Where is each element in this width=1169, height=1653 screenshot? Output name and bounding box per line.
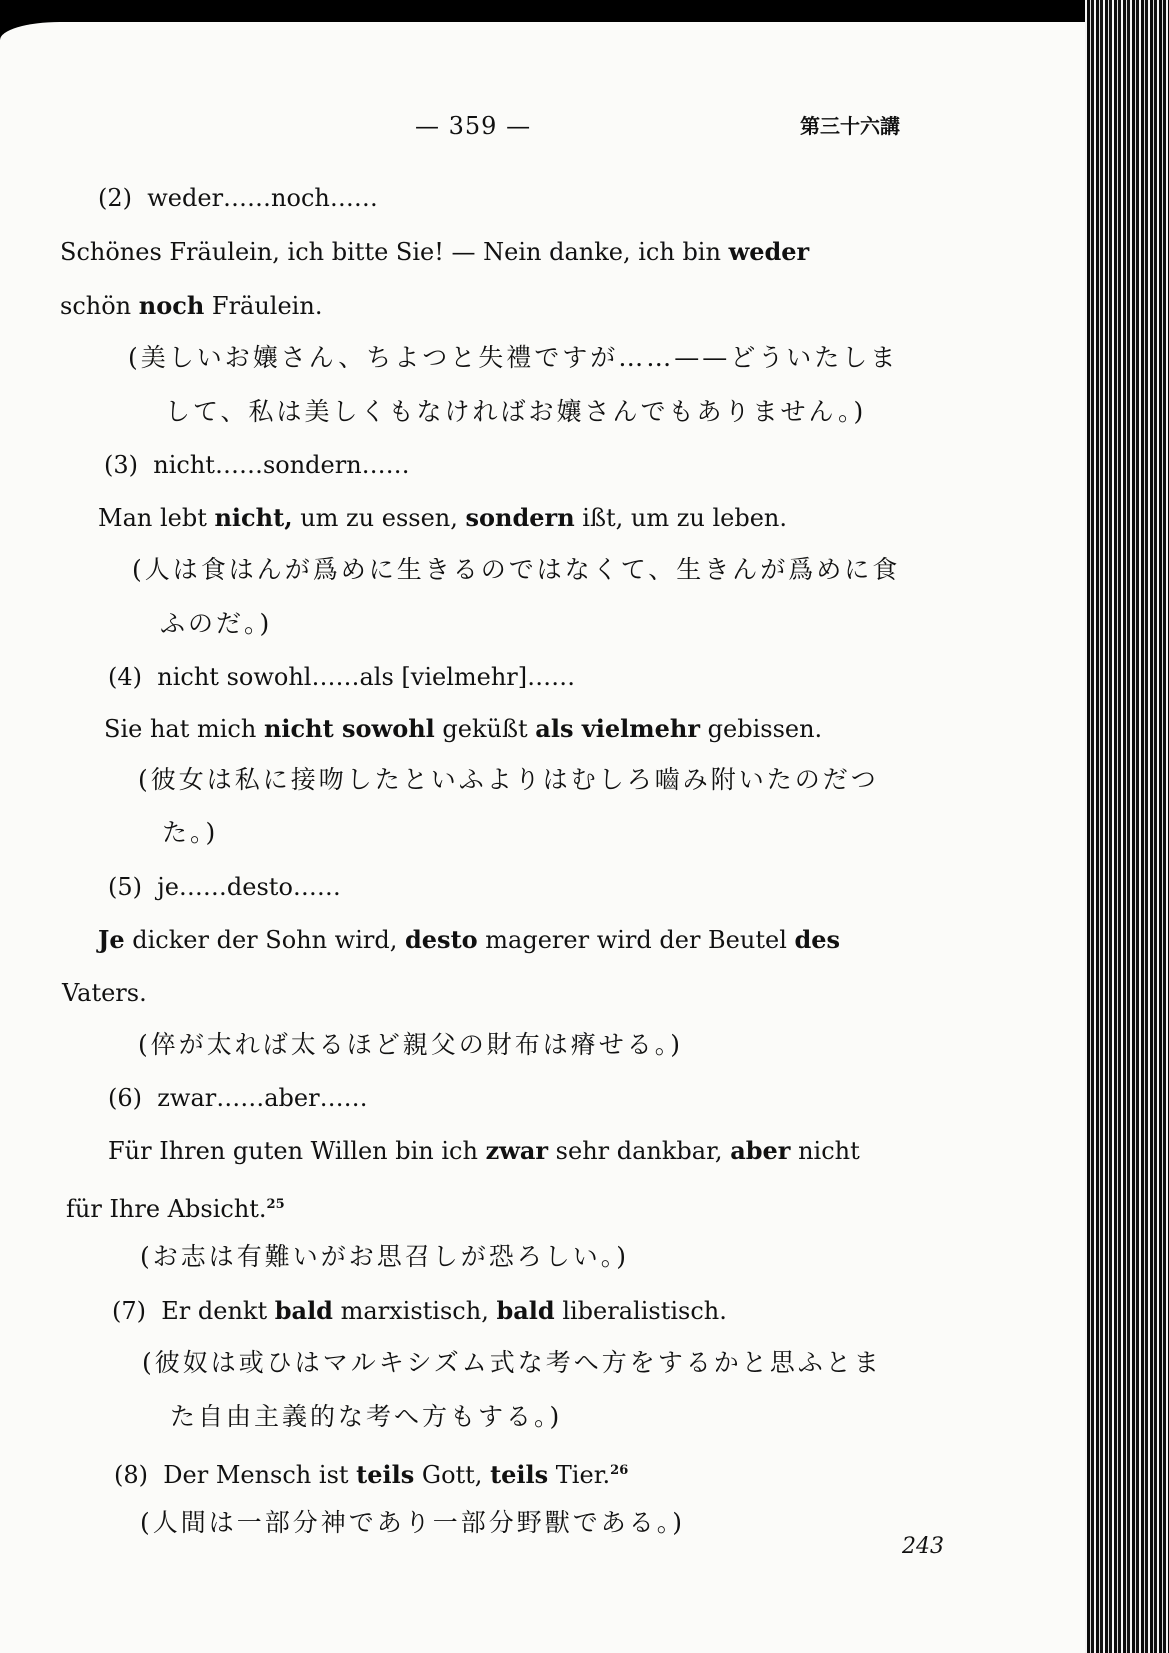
pattern-line [108, 662, 575, 692]
pattern-text: zwar……aber…… [157, 1084, 368, 1112]
pattern-line [98, 183, 378, 213]
keyword: nicht, [214, 503, 293, 532]
german-example [114, 1456, 628, 1490]
folio-number: 243 [902, 1534, 944, 1559]
german-text: Er denkt [161, 1297, 275, 1325]
item-number: (8) [114, 1461, 148, 1489]
japanese-translation: (人は食はんが爲めに生きるのではなくて、生きんが爲めに食 [132, 555, 901, 584]
japanese-translation: して、私は美しくもなければお孃さんでもありません。) [165, 397, 867, 426]
german-example [60, 291, 322, 321]
keyword: als vielmehr [535, 714, 701, 743]
footnote-marker: 25 [266, 1197, 285, 1212]
keyword: noch [138, 291, 205, 320]
keyword: sondern [465, 503, 575, 532]
german-text: Man lebt [98, 504, 215, 532]
german-example [60, 237, 809, 267]
item-number: (5) [108, 873, 142, 901]
item-number: (4) [108, 663, 142, 691]
japanese-translation: た。) [162, 818, 219, 847]
chapter-title: 第三十六講 [800, 114, 900, 138]
german-text: Sie hat mich [104, 715, 264, 743]
german-example [112, 1296, 727, 1326]
german-example [104, 714, 822, 744]
keyword: teils [490, 1460, 549, 1489]
keyword: desto [405, 925, 478, 954]
german-text: Fräulein. [204, 292, 323, 320]
japanese-translation: (彼女は私に接吻したといふよりはむしろ嚙み附いたのだつ [138, 765, 879, 794]
item-number: (2) [98, 184, 132, 212]
german-text: Für Ihren guten Willen bin ich [108, 1137, 486, 1165]
german-example [66, 1190, 285, 1224]
japanese-translation: (人間は一部分神であり一部分野獸である。) [140, 1508, 686, 1537]
german-example: Vaters. [62, 979, 147, 1007]
pattern-text: nicht sowohl……als [vielmehr]…… [157, 663, 576, 691]
keyword: teils [356, 1460, 415, 1489]
german-text: Gott, [414, 1461, 491, 1489]
keyword: aber [730, 1136, 791, 1165]
keyword: bald [496, 1296, 555, 1325]
german-text: geküßt [434, 715, 536, 743]
japanese-translation: (美しいお孃さん、ちよつと失禮ですが……——どういたしま [128, 343, 899, 372]
german-text: schön [60, 292, 139, 320]
german-text: nicht [790, 1137, 860, 1165]
pattern-text: nicht……sondern…… [153, 451, 410, 479]
pattern-text: je……desto…… [157, 873, 341, 901]
japanese-translation: た自由主義的な考へ方もする。) [170, 1402, 563, 1431]
german-text: sehr dankbar, [548, 1137, 731, 1165]
keyword: Je [98, 925, 125, 954]
pattern-line [104, 450, 410, 480]
pattern-line [108, 1083, 368, 1113]
german-text: Tier. [548, 1461, 611, 1489]
keyword: nicht sowohl [263, 714, 435, 743]
page-number-header: — 359 — [415, 112, 532, 140]
german-text: gebissen. [700, 715, 823, 743]
german-example [108, 1136, 860, 1166]
item-number: (6) [108, 1084, 142, 1112]
japanese-translation: (お志は有難いがお思召しが恐ろしい。) [140, 1242, 630, 1271]
german-text: ißt, um zu leben. [574, 504, 787, 532]
japanese-translation: (倅が太れば太るほど親父の財布は瘠せる。) [138, 1030, 684, 1059]
pattern-line [108, 872, 341, 902]
page-edge-stack [1085, 0, 1169, 1653]
german-text: magerer wird der Beutel [477, 926, 795, 954]
keyword: bald [274, 1296, 333, 1325]
keyword: weder [728, 237, 810, 266]
japanese-translation: ふのだ。) [160, 609, 273, 638]
keyword: zwar [485, 1136, 549, 1165]
pattern-text: weder……noch…… [147, 184, 378, 212]
german-text: liberalistisch. [554, 1297, 727, 1325]
german-text: Der Mensch ist [163, 1461, 357, 1489]
german-example [98, 925, 840, 955]
item-number: (7) [112, 1297, 146, 1325]
item-number: (3) [104, 451, 138, 479]
german-example [98, 503, 787, 533]
keyword: des [794, 925, 841, 954]
german-text: um zu essen, [292, 504, 466, 532]
footnote-marker: 26 [610, 1463, 629, 1478]
german-text: marxistisch, [332, 1297, 497, 1325]
german-text: dicker der Sohn wird, [124, 926, 405, 954]
japanese-translation: (彼奴は或ひはマルキシズム式な考へ方をするかと思ふとま [142, 1348, 882, 1377]
german-text: für Ihre Absicht. [66, 1195, 267, 1223]
german-text: Schönes Fräulein, ich bitte Sie! — Nein danke, ich bin [60, 238, 729, 266]
